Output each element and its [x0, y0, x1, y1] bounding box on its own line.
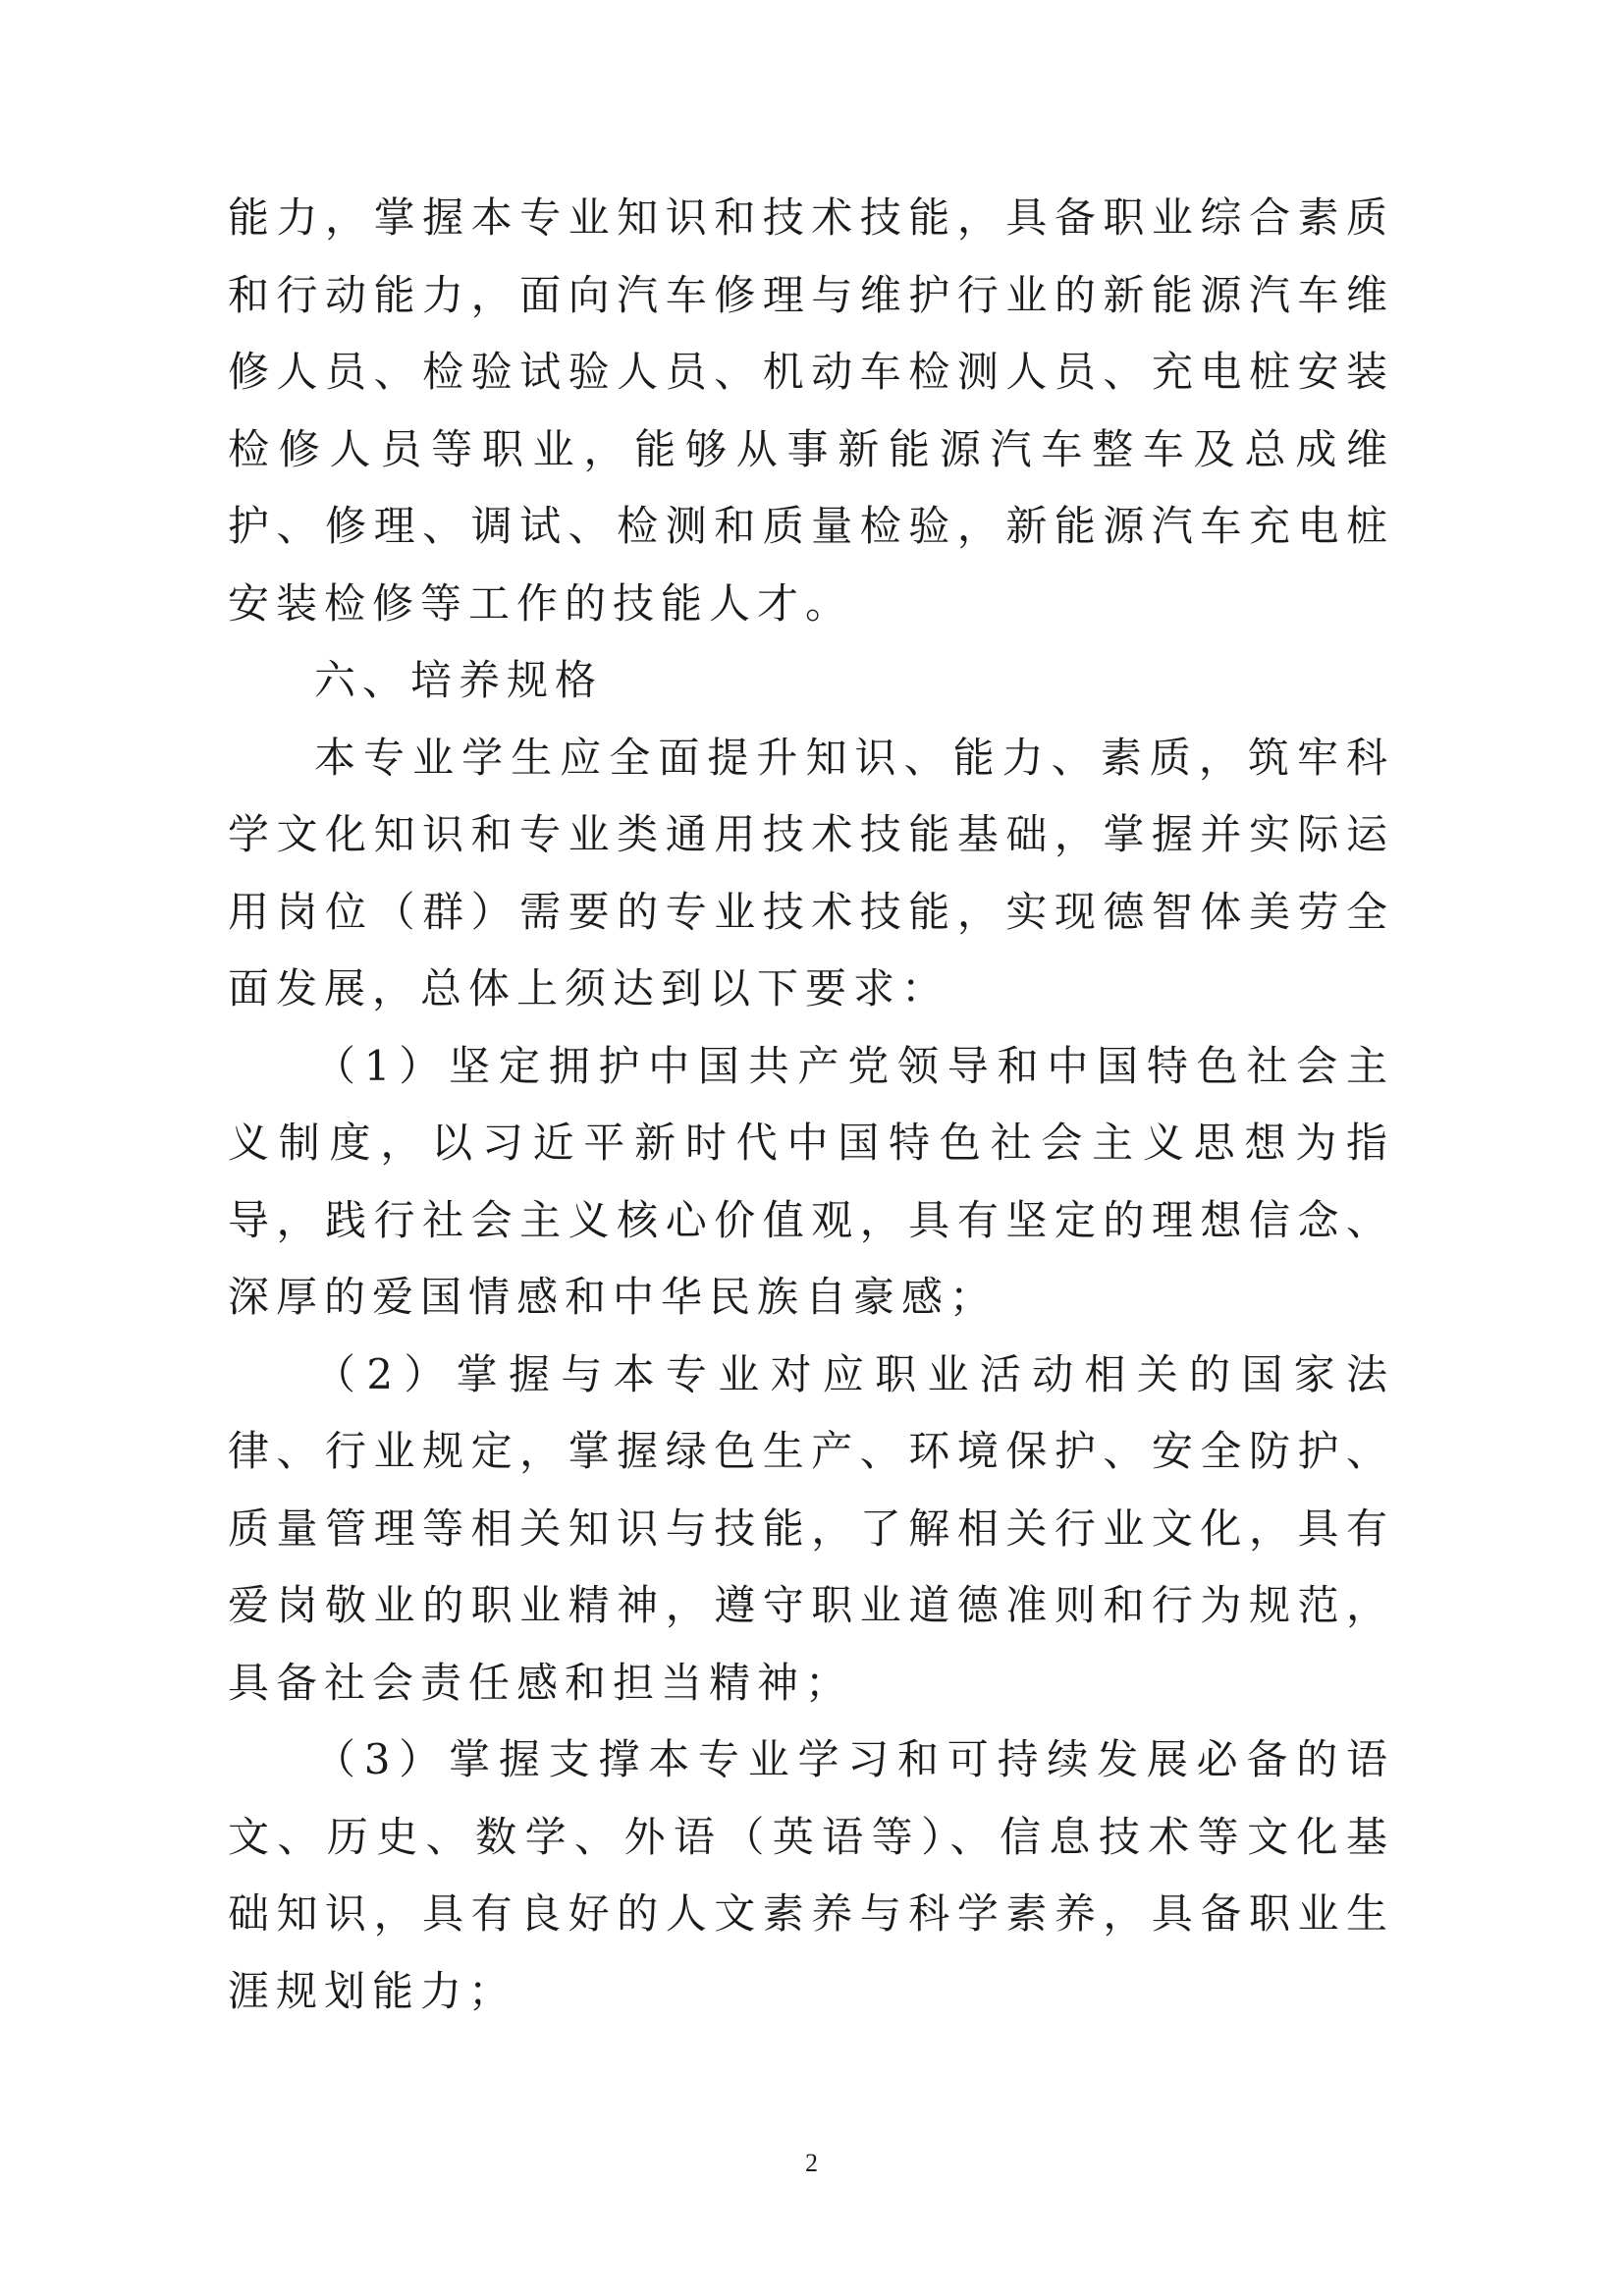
list-item-3: （3）掌握支撑本专业学习和可持续发展必备的语文、历史、数学、外语（英语等）、信息技术等文化基础知识，具有良好的人文素养与科学素养，具备职业生涯规划能力；	[228, 1735, 1394, 2015]
section-heading: 六、培养规格	[314, 656, 604, 704]
paragraph-continuation: 能力，掌握本专业知识和技术技能，具备职业综合素质和行动能力，面向汽车修理与维护行业的新能源汽车维修人员、检验试验人员、机动车检测人员、充电桩安装检修人员等职业，能够从事新能源汽车整车及总成维护、修理、调试、检测和质量检验，新能源汽车充电桩安装检修等工作的技能人才。	[228, 193, 1394, 628]
list-item-1: （1）坚定拥护中国共产党领导和中国特色社会主义制度，以习近平新时代中国特色社会主义思想为指导，践行社会主义核心价值观，具有坚定的理想信念、深厚的爱国情感和中华民族自豪感；	[228, 1041, 1394, 1321]
page-number: 2	[805, 2149, 818, 2177]
paragraph-intro: 本专业学生应全面提升知识、能力、素质，筑牢科学文化知识和专业类通用技术技能基础，掌握并实际运用岗位（群）需要的专业技术技能，实现德智体美劳全面发展，总体上须达到以下要求：	[228, 733, 1394, 1012]
list-item-2: （2）掌握与本专业对应职业活动相关的国家法律、行业规定，掌握绿色生产、环境保护、安全防护、质量管理等相关知识与技能，了解相关行业文化，具有爱岗敬业的职业精神，遵守职业道德准则和行为规范，具备社会责任感和担当精神；	[228, 1349, 1394, 1707]
body-text	[228, 180, 1394, 2030]
